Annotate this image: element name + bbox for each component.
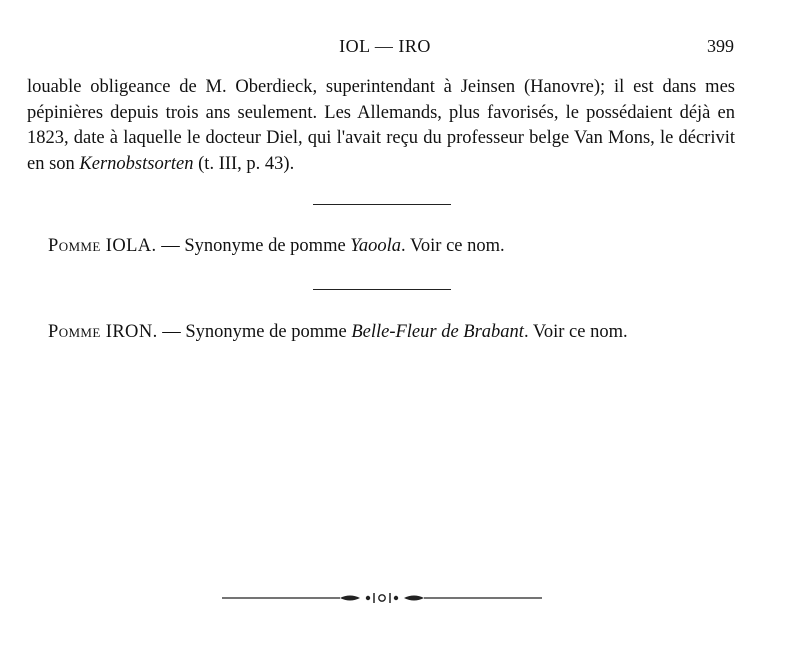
entry-text: — Synonyme de pomme xyxy=(157,322,352,342)
section-divider xyxy=(313,204,451,205)
entry-tail: . Voir ce nom. xyxy=(523,322,628,342)
entry-pomme-iola xyxy=(48,236,505,257)
end-ornament-icon xyxy=(222,590,542,606)
entry-target: Yaoola xyxy=(350,236,402,256)
page-number: 399 xyxy=(707,36,734,56)
book-title: Kernobstsorten xyxy=(79,153,194,174)
entry-head: Pomme IRON. xyxy=(48,322,158,342)
body-paragraph xyxy=(27,75,735,177)
section-divider xyxy=(313,289,451,290)
entry-text: — Synonyme de pomme xyxy=(156,236,351,256)
entry-head: Pomme IOLA. xyxy=(48,236,157,256)
entry-target: Belle-Fleur de Brabant xyxy=(351,322,524,342)
paragraph-text: louable obligeance de M. Oberdieck, superintendant à Jeinsen (Hanovre); il est dans mes pépinières depuis trois ans seulement. Les Allemands, plus favorisés, le possédaient déjà en 1823, date à laquelle le docteur Diel, qui l'avait reçu du professeur belge Van Mons, le décrivit en son xyxy=(27,77,735,174)
running-title: IOL — IRO xyxy=(339,36,431,56)
entry-pomme-iron xyxy=(48,322,628,343)
entry-tail: . Voir ce nom. xyxy=(401,236,505,256)
paragraph-citation: (t. III, p. 43). xyxy=(193,153,295,174)
